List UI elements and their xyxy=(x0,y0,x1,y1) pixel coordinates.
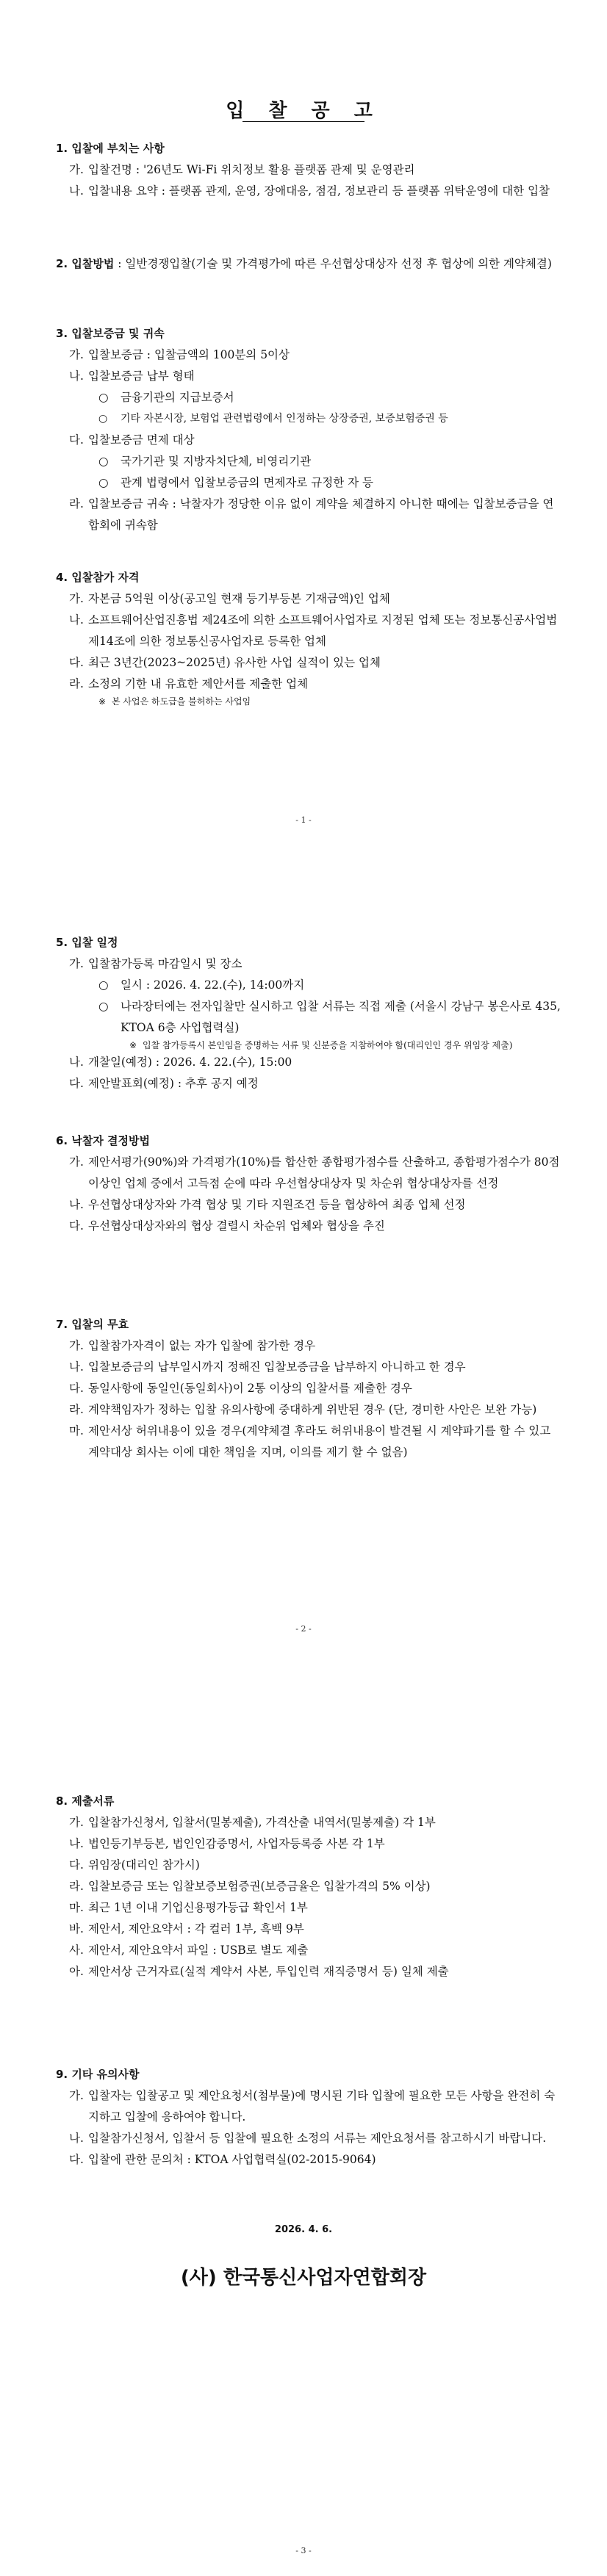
section-7-item-a: 가. 입찰참가자격이 없는 자가 입찰에 참가한 경우 xyxy=(69,1339,316,1352)
section-4-item-b: 나. 소프트웨어산업진흥법 제24조에 의한 소프트웨어사업자로 지정된 업체 또는 정보통신공사업법 제14조에 의한 정보통신공사업자로 등록한 업체 xyxy=(69,613,558,648)
section-8-item-c: 다. 위임장(대리인 참가시) xyxy=(69,1858,200,1872)
section-3 xyxy=(56,323,563,536)
section-8-item-g: 사. 제안서, 제안요약서 파일 : USB로 별도 제출 xyxy=(69,1944,309,1957)
section-4 xyxy=(56,567,563,708)
section-4-item-a: 가. 자본금 5억원 이상(공고일 현재 등기부등본 기재금액)인 업체 xyxy=(69,592,390,605)
section-6-heading: 6. 낙찰자 결정방법 xyxy=(56,1134,151,1147)
page-3 xyxy=(0,1717,607,2576)
section-2-heading: 2. 입찰방법 xyxy=(56,257,115,270)
section-8-item-a: 가. 입찰참가신청서, 입찰서(밀봉제출), 가격산출 내역서(밀봉제출) 각 1부 xyxy=(69,1816,436,1829)
section-7-heading: 7. 입찰의 무효 xyxy=(56,1318,129,1331)
section-5-item-a2: ○ 나라장터에는 전자입찰만 실시하고 입찰 서류는 직접 제출 (서울시 강남구 봉은사로 435, KTOA 6층 사업협력실) xyxy=(98,1000,561,1034)
page-number-2: - 2 - xyxy=(295,1624,312,1634)
section-4-item-c: 다. 최근 3년간(2023~2025년) 유사한 사업 실적이 있는 업체 xyxy=(69,656,381,669)
section-5-item-a: 가. 입찰참가등록 마감일시 및 장소 xyxy=(69,957,243,970)
section-5-note: ※ 입찰 참가등록시 본인임을 증명하는 서류 및 신분증을 지참하여야 함(대리인인 경우 위임장 제출) xyxy=(129,1040,513,1050)
section-1-heading: 1. 입찰에 부치는 사항 xyxy=(56,142,165,155)
page-2 xyxy=(0,859,607,1717)
section-3-item-b2: ○ 기타 자본시장, 보험업 관련법령에서 인정하는 상장증권, 보증보험증권 등 xyxy=(98,413,448,425)
section-1-item-a: 가. 입찰건명 : '26년도 Wi-Fi 위치정보 활용 플랫폼 관제 및 운영관리 xyxy=(69,163,415,176)
section-5-item-c: 다. 제안발표회(예정) : 추후 공지 예정 xyxy=(69,1077,259,1090)
page-number-3: - 3 - xyxy=(295,2546,312,2555)
section-8-item-e: 마. 최근 1년 이내 기업신용평가등급 확인서 1부 xyxy=(69,1901,308,1914)
section-3-heading: 3. 입찰보증금 및 귀속 xyxy=(56,327,165,340)
section-5-item-a1: ○ 일시 : 2026. 4. 22.(수), 14:00까지 xyxy=(98,978,305,992)
organization-signature: (사) 한국통신사업자연합회장 xyxy=(180,2267,427,2289)
section-4-heading: 4. 입찰참가 자격 xyxy=(56,571,140,584)
section-2 xyxy=(56,253,563,275)
page-number-1: - 1 - xyxy=(295,815,312,825)
section-8-item-f: 바. 제안서, 제안요약서 : 각 컬러 1부, 흑백 9부 xyxy=(69,1922,304,1935)
section-9-heading: 9. 기타 유의사항 xyxy=(56,2068,140,2081)
title-underline xyxy=(243,121,364,122)
page-title: 입 찰 공 고 xyxy=(226,100,381,122)
section-3-item-d: 라. 입찰보증금 귀속 : 낙찰자가 정당한 이유 없이 계약을 체결하지 아니한 때에는 입찰보증금을 연합회에 귀속함 xyxy=(69,497,554,532)
section-8-heading: 8. 제출서류 xyxy=(56,1794,115,1808)
section-9-item-b: 나. 입찰참가신청서, 입찰서 등 입찰에 필요한 소정의 서류는 제안요청서를 참고하시기 바랍니다. xyxy=(69,2132,547,2145)
section-3-item-b1: ○ 금융기관의 지급보증서 xyxy=(98,391,234,404)
section-7-item-d: 라. 계약책임자가 정하는 입찰 유의사항에 중대하게 위반된 경우 (단, 경미한 사안은 보완 가능) xyxy=(69,1403,537,1416)
section-2-text: : 일반경쟁입찰(기술 및 가격평가에 따른 우선협상대상자 선정 후 협상에 의한 계약체결) xyxy=(114,257,552,270)
section-4-note: ※ 본 사업은 하도급을 불허하는 사업임 xyxy=(98,696,251,707)
section-3-item-c2: ○ 관계 법령에서 입찰보증금의 면제자로 규정한 자 등 xyxy=(98,476,373,489)
section-5-heading: 5. 입찰 일정 xyxy=(56,936,118,949)
section-6-item-b: 나. 우선협상대상자와 가격 협상 및 기타 지원조건 등을 협상하여 최종 업체 선정 xyxy=(69,1198,466,1211)
section-7-item-b: 나. 입찰보증금의 납부일시까지 정해진 입찰보증금을 납부하지 아니하고 한 경우 xyxy=(69,1360,466,1374)
section-8-item-d: 라. 입찰보증금 또는 입찰보증보험증권(보증금율은 입찰가격의 5% 이상) xyxy=(69,1880,431,1893)
section-1-item-b: 나. 입찰내용 요약 : 플랫폼 관제, 운영, 장애대응, 점검, 정보관리 등 플랫폼 위탁운영에 대한 입찰 xyxy=(69,184,550,198)
section-6-item-c: 다. 우선협상대상자와의 협상 결렬시 차순위 업체와 협상을 추진 xyxy=(69,1219,385,1233)
section-3-item-c1: ○ 국가기관 및 지방자치단체, 비영리기관 xyxy=(98,455,312,468)
section-1 xyxy=(56,138,563,202)
section-8-item-b: 나. 법인등기부등본, 법인인감증명서, 사업자등록증 사본 각 1부 xyxy=(69,1837,385,1850)
section-6-item-a: 가. 제안서평가(90%)와 가격평가(10%)를 합산한 종합평가점수를 산출하고, 종합평가점수가 80점 이상인 업체 중에서 고득점 순에 따라 우선협상대상자 및 차순위 협상대상자를 선정 xyxy=(69,1155,560,1190)
section-5 xyxy=(56,932,563,1094)
section-3-item-b: 나. 입찰보증금 납부 형태 xyxy=(69,369,195,383)
section-9-item-a: 가. 입찰자는 입찰공고 및 제안요청서(첨부물)에 명시된 기타 입찰에 필요한 모든 사항을 완전히 숙지하고 입찰에 응하여야 합니다. xyxy=(69,2089,556,2124)
section-8 xyxy=(56,1791,563,1982)
section-6 xyxy=(56,1130,563,1237)
section-9-item-c: 다. 입찰에 관한 문의처 : KTOA 사업협력실(02-2015-9064) xyxy=(69,2153,376,2166)
section-9 xyxy=(56,2064,563,2171)
section-7-item-e: 마. 제안서상 허위내용이 있을 경우(계약체결 후라도 허위내용이 발견될 시 계약파기를 할 수 있고 계약대상 회사는 이에 대한 책임을 지며, 이의를 제기 할 수 없음) xyxy=(69,1424,551,1459)
announcement-date: 2026. 4. 6. xyxy=(274,2224,333,2235)
page-1 xyxy=(0,0,607,859)
section-3-item-c: 다. 입찰보증금 면제 대상 xyxy=(69,433,195,447)
section-4-item-d: 라. 소정의 기한 내 유효한 제안서를 제출한 업체 xyxy=(69,677,309,690)
section-3-item-a: 가. 입찰보증금 : 입찰금액의 100분의 5이상 xyxy=(69,348,290,361)
section-8-item-h: 아. 제안서상 근거자료(실적 계약서 사본, 투입인력 재직증명서 등) 일체 제출 xyxy=(69,1965,449,1978)
section-7 xyxy=(56,1314,563,1463)
section-5-item-b: 나. 개찰일(예정) : 2026. 4. 22.(수), 15:00 xyxy=(69,1056,292,1069)
section-7-item-c: 다. 동일사항에 동일인(동일회사)이 2통 이상의 입찰서를 제출한 경우 xyxy=(69,1382,412,1395)
